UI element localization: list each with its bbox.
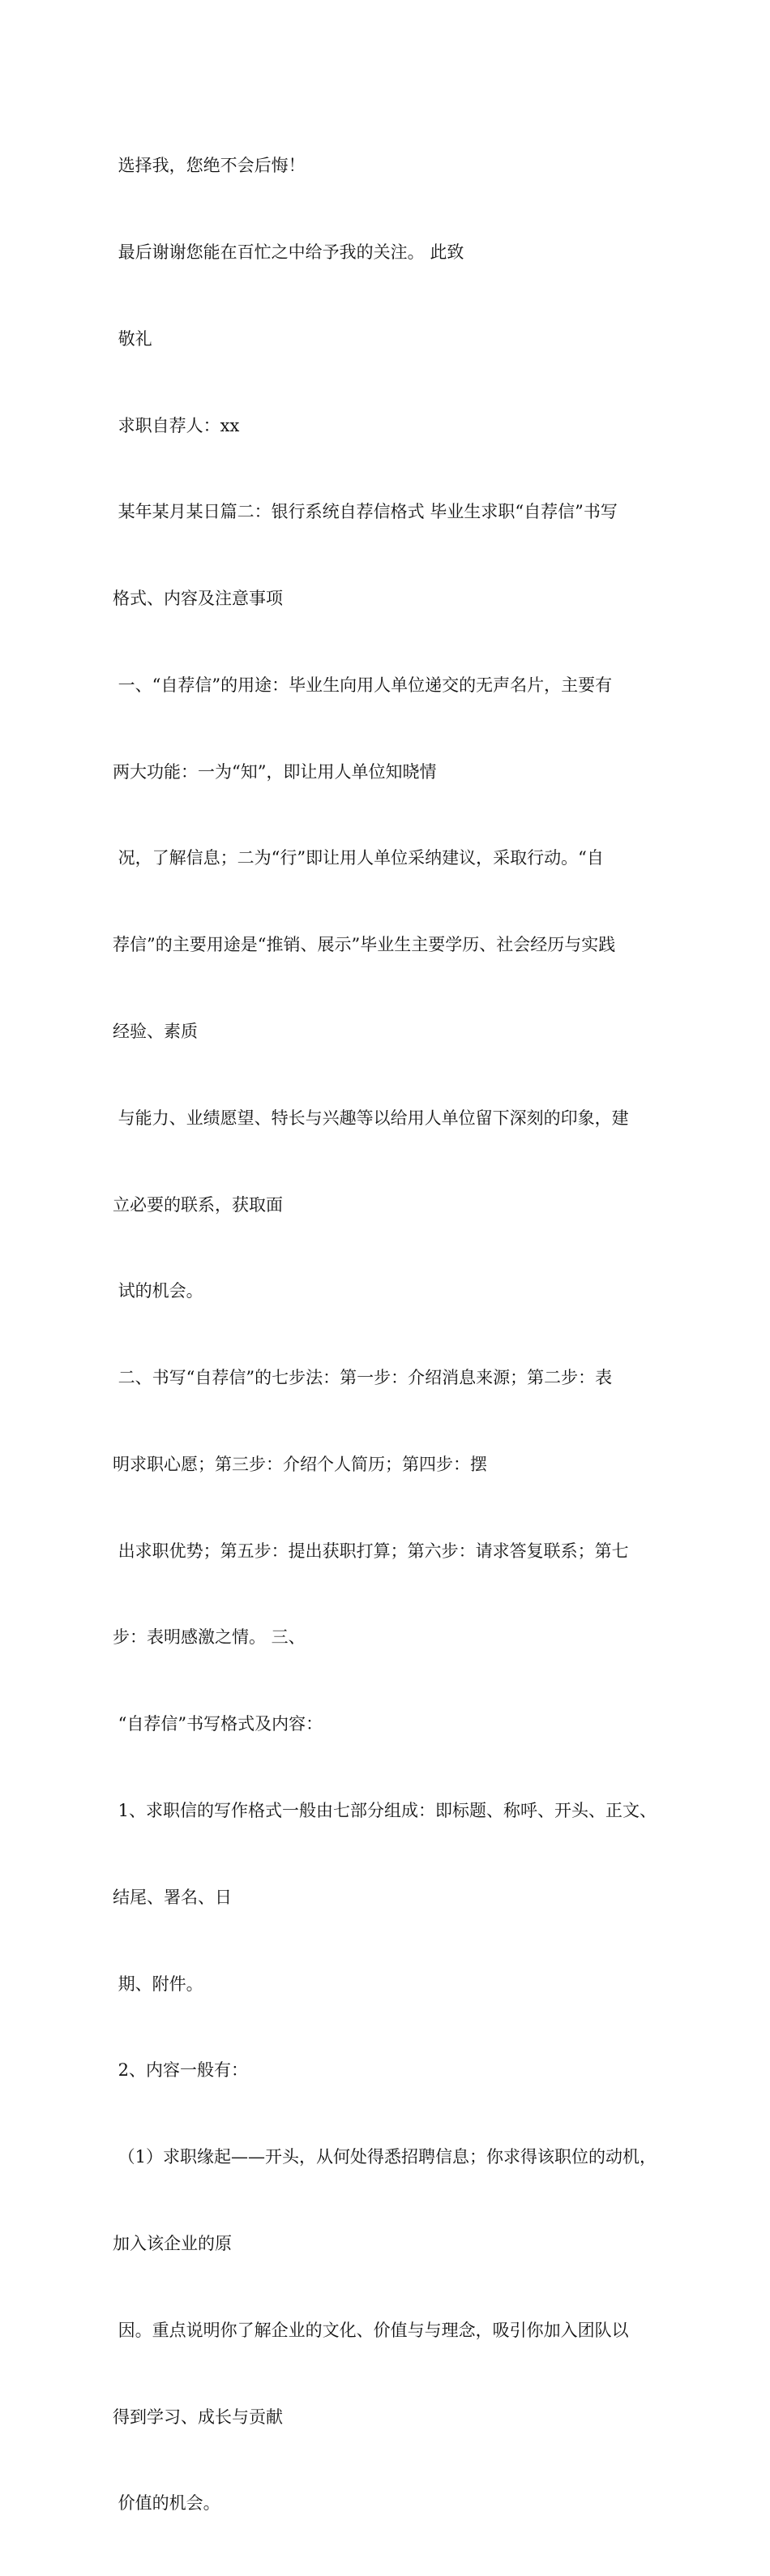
- text-line: 两大功能：一为“知”，即让用人单位知晓情: [113, 761, 437, 782]
- text-line: 选择我，您绝不会后悔！: [113, 156, 306, 176]
- text-line: 经验、素质: [113, 1022, 198, 1041]
- text-line: 因。重点说明你了解企业的文化、价值与与理念，吸引你加入团队以: [113, 2320, 629, 2340]
- text-line: 价值的机会。: [113, 2493, 220, 2514]
- text-line: 出求职优势；第五步：提出获职打算；第六步：请求答复联系；第七: [113, 1541, 629, 1561]
- text-line: 某年某月某日篇二：银行系统自荐信格式 毕业生求职“自荐信”书写: [113, 502, 618, 522]
- text-line: 1、求职信的写作格式一般由七部分组成：即标题、称呼、开头、正文、: [113, 1801, 657, 1821]
- text-line: 立必要的联系，获取面: [113, 1194, 283, 1215]
- document-body: [113, 94, 680, 2576]
- text-line: 步：表明感激之情。 三、: [113, 1627, 306, 1648]
- text-line: 试的机会。: [113, 1281, 203, 1301]
- text-line: 得到学习、成长与贡献: [113, 2407, 283, 2427]
- text-line: 一、“自荐信”的用途：毕业生向用人单位递交的无声名片，主要有: [113, 675, 613, 695]
- text-line: 荐信”的主要用途是“推销、展示”毕业生主要学历、社会经历与实践: [113, 935, 616, 955]
- text-line: 二、书写“自荐信”的七步法：第一步：介绍消息来源；第二步：表: [113, 1368, 613, 1388]
- text-line: 敬礼: [113, 328, 152, 349]
- text-line: “自荐信”书写格式及内容：: [113, 1714, 323, 1734]
- text-line: 结尾、署名、日: [113, 1887, 232, 1907]
- text-line: 况，了解信息；二为“行”即让用人单位采纳建议，采取行动。“自: [113, 848, 604, 868]
- text-line: 与能力、业绩愿望、特长与兴趣等以给用人单位留下深刻的印象，建: [113, 1108, 629, 1128]
- text-line: 2、内容一般有：: [113, 2060, 249, 2081]
- text-line: 明求职心愿；第三步：介绍个人简历；第四步：摆: [113, 1454, 487, 1474]
- text-line: 求职自荐人：xx: [113, 415, 240, 435]
- text-line: 最后谢谢您能在百忙之中给予我的关注。 此致: [113, 242, 464, 262]
- text-line: （1）求职缘起——开头，从何处得悉招聘信息；你求得该职位的动机，: [113, 2147, 657, 2167]
- text-line: 期、附件。: [113, 1974, 203, 1994]
- text-line: 格式、内容及注意事项: [113, 589, 283, 609]
- text-line: 加入该企业的原: [113, 2233, 232, 2253]
